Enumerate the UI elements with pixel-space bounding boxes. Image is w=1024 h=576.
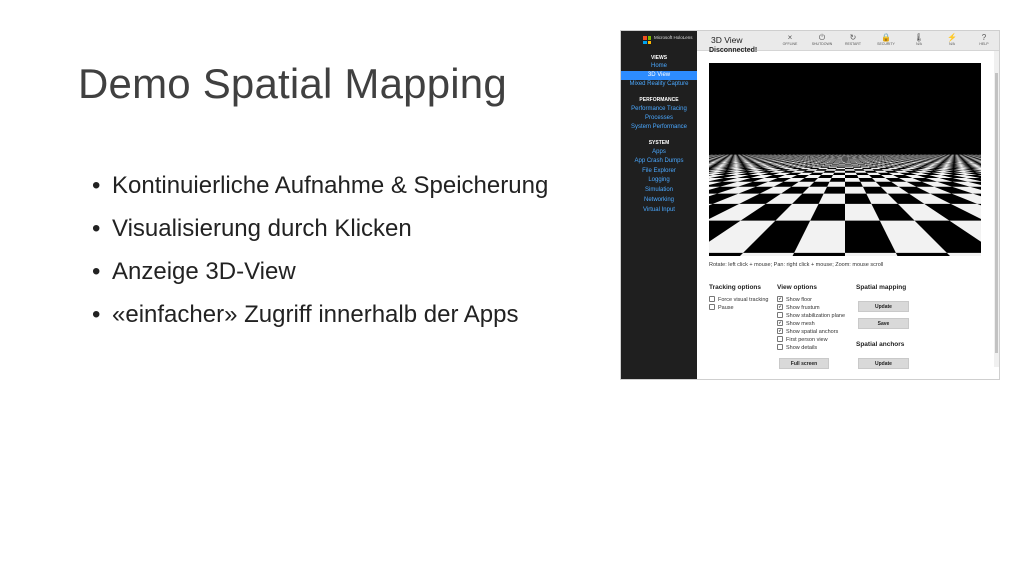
- option-label: Force visual tracking: [718, 297, 769, 303]
- nav-app-crash-dumps[interactable]: App Crash Dumps: [634, 158, 684, 164]
- offline-button[interactable]: [777, 33, 803, 46]
- option-label: Show frustum: [786, 305, 820, 311]
- lock-icon: 🔒: [881, 33, 891, 42]
- option-label: Show stabilization plane: [786, 313, 846, 319]
- close-icon: ×: [787, 33, 793, 42]
- help-button[interactable]: [971, 33, 997, 46]
- checkbox-icon[interactable]: [777, 336, 783, 342]
- anchor-sphere-icon: [842, 156, 849, 163]
- nav-logging[interactable]: Logging: [648, 177, 670, 183]
- logo-text: Microsoft HoloLens: [654, 35, 693, 40]
- nav-system-performance[interactable]: System Performance: [630, 124, 688, 130]
- option-show-details[interactable]: [777, 344, 817, 352]
- restart-label: RESTART: [844, 42, 861, 46]
- checkbox-icon[interactable]: ✔: [778, 296, 782, 302]
- temperature-label: N/A: [916, 42, 922, 46]
- bullet-dot-icon: •: [92, 301, 101, 328]
- section-system: SYSTEM: [648, 140, 670, 146]
- option-show-spatial-anchors[interactable]: [777, 328, 838, 336]
- power-icon: ⏻: [818, 33, 826, 42]
- option-label: Show mesh: [786, 321, 815, 327]
- shutdown-button[interactable]: [809, 33, 835, 46]
- checkbox-icon[interactable]: ✔: [778, 328, 782, 334]
- battery-icon: ⚡: [947, 33, 957, 42]
- view-options-heading: View options: [777, 284, 817, 291]
- option-show-stabilization-plane[interactable]: [777, 312, 845, 320]
- option-show-floor[interactable]: [777, 296, 812, 304]
- option-label: Show details: [786, 345, 818, 351]
- option-force-visual-tracking[interactable]: [709, 296, 768, 304]
- bullet-list: [92, 168, 548, 340]
- bullet-item: [92, 211, 548, 254]
- checkerboard-floor: [709, 63, 981, 256]
- checkbox-icon[interactable]: [709, 304, 715, 310]
- bullet-text: «einfacher» Zugriff innerhalb der Apps: [112, 301, 519, 328]
- option-first-person-view[interactable]: [777, 336, 828, 344]
- bullet-dot-icon: •: [92, 172, 101, 199]
- main-content: [697, 47, 1000, 380]
- restart-button[interactable]: [840, 33, 866, 46]
- bullet-text: Visualisierung durch Klicken: [112, 215, 412, 242]
- bullet-dot-icon: •: [92, 258, 101, 285]
- help-label: HELP: [979, 42, 989, 46]
- checkbox-icon[interactable]: ✔: [778, 320, 782, 326]
- checkbox-icon[interactable]: ✔: [778, 304, 782, 310]
- security-label: SECURITY: [877, 42, 895, 46]
- full-screen-button[interactable]: Full screen: [779, 358, 829, 369]
- section-performance: PERFORMANCE: [639, 97, 679, 103]
- checkbox-icon[interactable]: [709, 296, 715, 302]
- bullet-text: Anzeige 3D-View: [112, 258, 296, 285]
- offline-label: OFFLINE: [782, 42, 798, 46]
- nav-virtual-input[interactable]: Virtual Input: [643, 207, 675, 213]
- navigation-hint: Rotate: left click + mouse; Pan: right click + mouse; Zoom: mouse scroll: [709, 262, 884, 268]
- microsoft-logo-icon: [643, 36, 651, 44]
- battery-indicator: [939, 33, 965, 46]
- page-title: 3D View: [711, 35, 743, 45]
- scrollbar-thumb[interactable]: [995, 73, 998, 353]
- connection-status: Disconnected!: [709, 47, 758, 54]
- spatial-mapping-save-button[interactable]: Save: [858, 318, 909, 329]
- thermometer-icon: 🌡: [913, 33, 925, 42]
- nav-simulation[interactable]: Simulation: [644, 187, 673, 193]
- scrollbar[interactable]: [994, 51, 999, 367]
- nav-home[interactable]: Home: [650, 63, 667, 69]
- option-label: Show spatial anchors: [786, 329, 839, 335]
- option-label: Show floor: [786, 297, 812, 303]
- nav-file-explorer[interactable]: File Explorer: [642, 168, 676, 174]
- option-show-mesh[interactable]: [777, 320, 815, 328]
- nav-mixed-reality-capture[interactable]: Mixed Reality Capture: [629, 81, 689, 87]
- temperature-indicator: [906, 33, 932, 46]
- bullet-item: [92, 168, 548, 211]
- 3d-viewport[interactable]: [709, 63, 981, 256]
- nav-networking[interactable]: Networking: [643, 197, 674, 203]
- section-views: VIEWS: [650, 55, 668, 61]
- bullet-dot-icon: •: [92, 215, 101, 242]
- nav-apps[interactable]: Apps: [652, 149, 666, 155]
- bullet-text: Kontinuierliche Aufnahme & Speicherung: [112, 172, 549, 199]
- nav-performance-tracing[interactable]: Performance Tracing: [631, 106, 687, 112]
- spatial-mapping-update-button[interactable]: Update: [858, 301, 909, 312]
- spatial-anchors-heading: Spatial anchors: [856, 341, 905, 348]
- checkbox-icon[interactable]: [777, 344, 783, 350]
- spatial-mapping-heading: Spatial mapping: [856, 284, 907, 291]
- tracking-options-heading: Tracking options: [709, 284, 762, 291]
- help-icon: ?: [981, 33, 987, 42]
- battery-label: N/A: [949, 42, 955, 46]
- nav-processes[interactable]: Processes: [644, 115, 673, 121]
- security-button[interactable]: [873, 33, 899, 46]
- option-label: First person view: [786, 337, 828, 343]
- device-portal-screenshot: [620, 30, 1000, 380]
- checkbox-icon[interactable]: [777, 312, 783, 318]
- restart-icon: ↻: [849, 33, 857, 42]
- nav-3d-view[interactable]: 3D View: [621, 71, 697, 80]
- bullet-item: [92, 297, 548, 340]
- option-pause[interactable]: [709, 304, 734, 312]
- spatial-anchors-update-button[interactable]: Update: [858, 358, 909, 369]
- sidebar: [621, 31, 697, 380]
- shutdown-label: SHUTDOWN: [811, 42, 833, 46]
- bullet-item: [92, 254, 548, 297]
- option-show-frustum[interactable]: [777, 304, 820, 312]
- slide-title: Demo Spatial Mapping: [78, 60, 507, 107]
- option-label: Pause: [718, 305, 734, 311]
